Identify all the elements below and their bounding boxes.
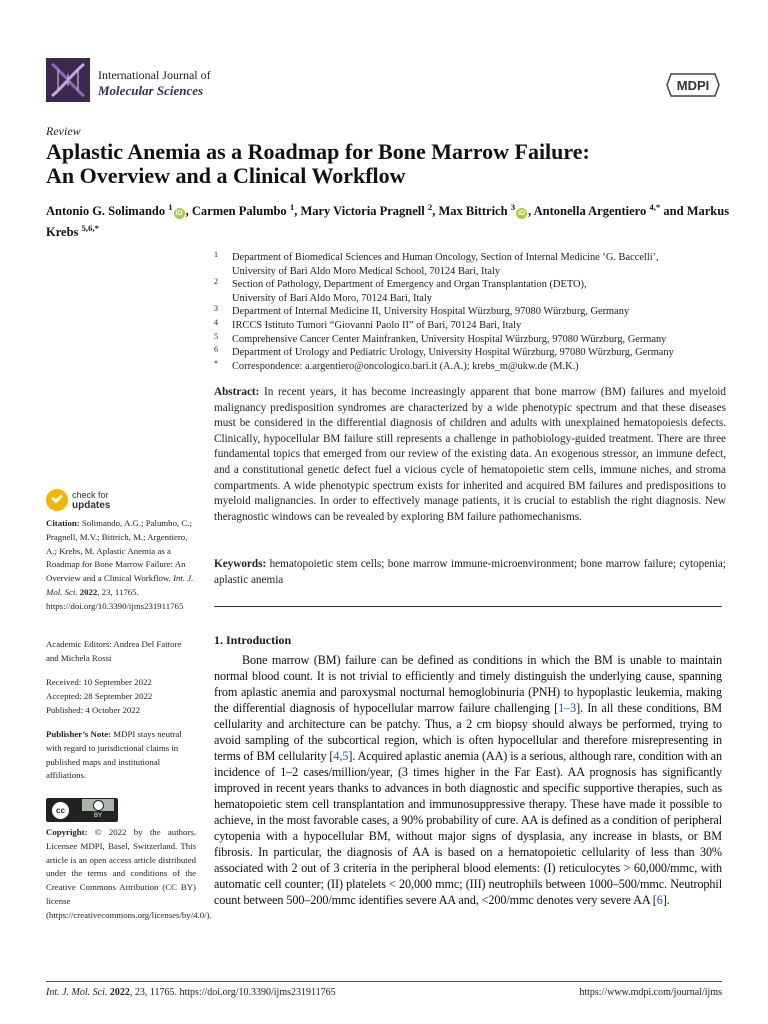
author-list: Antonio G. Solimando $^1$iD , Carmen Palumbo $^1$, Mary Victoria Pragnell $^2$, Max Bittrich $^3$iD , Antonella Argentiero $^{4,*}$ and Markus Krebs $^{5,6,*}$ (46, 202, 730, 240)
affiliation-line: Department of Internal Medicine II, University Hospital Würzburg, 97080 Würzburg, Germany (232, 306, 630, 318)
journal-name (98, 67, 211, 99)
affiliation-line: Section of Pathology, Department of Emergency and Organ Transplantation (DETO), (232, 279, 587, 291)
affiliation-line: University of Bari Aldo Moro Medical School, 70124 Bari, Italy (232, 265, 501, 277)
citation-label: Citation: (46, 518, 80, 528)
affiliation-number: * (214, 358, 218, 368)
affiliation-line: Correspondence: a.argentiero@oncologico.bari.it (A.A.); krebs_m@ukw.de (M.K.) (232, 360, 579, 372)
publisher-note-label: Publisher’s Note: (46, 729, 112, 739)
affiliation-item (214, 251, 734, 278)
affiliation-item (214, 278, 734, 305)
abstract (214, 385, 726, 525)
article-title (46, 140, 726, 188)
affiliations (214, 251, 734, 373)
reference-link-4-5[interactable]: 4,5 (333, 749, 349, 763)
cc-by-license-badge[interactable] (46, 798, 118, 822)
article-type: Review (46, 124, 81, 138)
intro-text-4: ]. (662, 893, 670, 907)
check-updates-line2: updates (72, 500, 111, 511)
citation-journal: Int. J. Mol. Sci. (46, 573, 194, 597)
section-divider (214, 606, 722, 607)
affiliation-item (214, 360, 734, 374)
orcid-icon[interactable]: iD (518, 210, 526, 218)
keywords-text: hematopoietic stem cells; bone marrow immune-microenvironment; bone marrow failure; cytopenia; aplastic anemia (214, 558, 726, 586)
journal-name-line1: International Journal of (98, 68, 211, 82)
received-date: Received: 10 September 2022 (46, 677, 152, 687)
affiliation-number: 3 (214, 304, 218, 314)
section-heading-introduction: 1. Introduction (214, 633, 292, 647)
footer-journal: Int. J. Mol. Sci. (46, 987, 108, 998)
author-affiliation-sup: 2 (427, 202, 433, 212)
author-name[interactable]: Antonella Argentiero (533, 204, 650, 219)
published-date: Published: 4 October 2022 (46, 704, 141, 715)
copyright-text: © 2022 by the authors. Licensee MDPI, Basel, Switzerland. This article is an open access article distributed under the terms and conditions of the Creative Commons Attribution (CC BY) license (https://creativecommons.org/licenses/by/4.0/). (46, 827, 212, 920)
reference-link-6[interactable]: 6 (656, 893, 663, 907)
footer-rule (46, 981, 722, 982)
attribution-person-icon (82, 799, 114, 811)
affiliation-line: Department of Urology and Pediatric Urology, University Hospital Würzburg, 97080 Würzburg, Germany (232, 347, 674, 359)
affiliation-line: Department of Biomedical Sciences and Human Oncology, Section of Internal Medicine ‘G. Baccelli’, (232, 252, 659, 263)
affiliation-item (214, 319, 734, 333)
author-name[interactable]: Max Bittrich (438, 204, 511, 219)
affiliation-number: 6 (214, 345, 218, 355)
copyright-notice (46, 826, 212, 923)
intro-text-2: ]. In all these conditions, BM cellularity and architecture can be patchy. Thus, a 2 cm biopsy should always be performed, trying to avoid sampling of the subcortical region, which is often hypocellular and therefore misrepresenting in terms of BM cellularity [ (214, 701, 722, 763)
footer-journal-url[interactable]: https://www.mdpi.com/journal/ijms (579, 987, 722, 998)
reference-link-1-3[interactable]: 1–3 (558, 701, 577, 715)
abstract-label: Abstract: (214, 386, 260, 398)
publisher-note-text: MDPI stays neutral with regard to jurisdictional claims in published maps and institutional affiliations. (46, 729, 182, 781)
accepted-date: Accepted: 28 September 2022 (46, 690, 153, 701)
cc-by-label: BY (93, 813, 102, 819)
keywords (214, 557, 726, 588)
affiliation-item (214, 333, 734, 347)
citation-block (46, 517, 196, 614)
publication-dates (46, 676, 196, 717)
author-name[interactable]: Markus Krebs (46, 204, 730, 240)
check-updates-line1: check for (72, 490, 109, 500)
affiliation-line: University of Bari Aldo Moro, 70124 Bari, Italy (232, 292, 432, 304)
citation-year: 2022 (79, 586, 98, 597)
introduction-paragraph (214, 652, 722, 908)
journal-name-line2: Molecular Sciences (98, 83, 204, 98)
footer-citation (46, 987, 336, 998)
author-affiliation-sup: 1 (289, 202, 295, 212)
citation-doi[interactable]: , 23, 11765. https://doi.org/10.3390/ijms231911765 (46, 586, 184, 611)
author-affiliation-sup: 5,6,* (81, 223, 100, 234)
affiliation-item (214, 346, 734, 360)
creative-commons-icon: cc (51, 801, 70, 820)
check-for-updates-button[interactable] (46, 489, 156, 515)
author-name[interactable]: Antonio G. Solimando (46, 204, 169, 219)
affiliation-line: Comprehensive Cancer Center Mainfranken, University Hospital Würzburg, 97080 Würzburg, Germany (232, 333, 667, 345)
intro-text-1: Bone marrow (BM) failure can be defined as conditions in which the BM is unable to maintain normal blood count. It is not trivial to efficiently and timely distinguish the underlying cause, spanning from aplastic anemia and paroxysmal nocturnal hemoglobinuria (PNH) to hypoplastic leukemia, making the differential diagnosis of hypocellular marrow failure challenging [ (214, 653, 722, 715)
citation-text: Solimando, A.G.; Palumbo, C.; Pragnell, M.V.; Bittrich, M.; Argentiero, A.; Krebs, M. Aplastic Anemia as a Roadmap for Bone Marrow Failure: An Overview and a Clinical Workflow. (46, 518, 192, 584)
publisher-note (46, 728, 196, 783)
keywords-label: Keywords: (214, 558, 267, 570)
abstract-text: In recent years, it has become increasingly apparent that bone marrow (BM) failures and myeloid malignancy predisposition syndromes are characterized by a wide phenotypic spectrum and that these diseases must be considered in the differential diagnosis of children and adults with unexplained hematopoiesis defects. Clinically, hypocellular BM failure still represents a challenge in pathobiology-guided treatment. There are three fundamental topics that emerged from our review of the existing data. An exogenous stressor, an immune defect, and a constitutional genetic defect fuel a vicious cycle of hematopoietic stem cells, immune niches, and stroma compartments. A wide phenotypic spectrum exists for inherited and acquired BM failures and predispositions to myeloid malignancies. In order to effectively manage patients, it is crucial to establish the right diagnosis. New theragnostic windows can be revealed by exploring BM failure pathomechanisms. (214, 386, 727, 523)
affiliation-number: 4 (214, 317, 218, 327)
check-updates-icon (46, 489, 68, 511)
author-name[interactable]: Mary Victoria Pragnell (300, 204, 428, 219)
mdpi-logo (665, 70, 721, 100)
affiliation-number: 2 (214, 277, 218, 287)
author-conjunction: and (663, 204, 687, 219)
intro-text-3: ]. Acquired aplastic anemia (AA) is a serious, although rare, condition with an incidence of 1–2 cases/million/year, (3 times higher in the Far East). AA prognosis has significantly improved in recent years thanks to advances in both diagnostic and specific supportive therapies, such as hematopoietic stem cell transplantation and immunosuppressive therapy. These have made it possible to achieve, in the most favorable cases, a 90% probability of cure. AA is defined as a condition of peripheral cytopenia with a hypocellular BM, without major signs of dysplasia, any increase in blasts, or BM fibrosis. In particular, the diagnosis of AA is based on a hematopoietic cellularity of less than 30% associated with 2 out of 3 criteria in the peripheral blood elements: (I) reticulocytes > 60,000/mmc, with automatic cell counter; (II) platelets < 20,000 mmc; (III) neutrophils between 1000–500/mmc. Neutrophil count between 500–200/mmc identifies severe AA and, <200/mmc denotes very severe AA [ (214, 749, 722, 907)
academic-editors: Academic Editors: Andrea Del Fattore and Michela Rossi (46, 639, 182, 663)
author-affiliation-sup: 1 (168, 202, 173, 212)
footer-doi[interactable]: , 23, 11765. https://doi.org/10.3390/ijms231911765 (129, 987, 336, 998)
affiliation-item (214, 305, 734, 319)
affiliation-line: IRCCS Istituto Tumori “Giovanni Paolo II” of Bari, 70124 Bari, Italy (232, 319, 522, 331)
author-name[interactable]: Carmen Palumbo (191, 204, 290, 219)
affiliation-number: 5 (214, 331, 218, 341)
author-affiliation-sup: 3 (510, 202, 516, 212)
article-title-line1: Aplastic Anemia as a Roadmap for Bone Marrow Failure: (46, 139, 590, 164)
footer-year: 2022 (109, 987, 130, 998)
article-title-line2: An Overview and a Clinical Workflow (46, 163, 406, 188)
affiliation-number: 1 (214, 250, 218, 259)
mdpi-logo-text: MDPI (676, 78, 710, 93)
orcid-icon[interactable]: iD (175, 210, 183, 218)
journal-logo-dna-icon (46, 58, 90, 102)
copyright-label: Copyright: (46, 827, 88, 837)
author-affiliation-sup: 4,* (649, 202, 661, 212)
